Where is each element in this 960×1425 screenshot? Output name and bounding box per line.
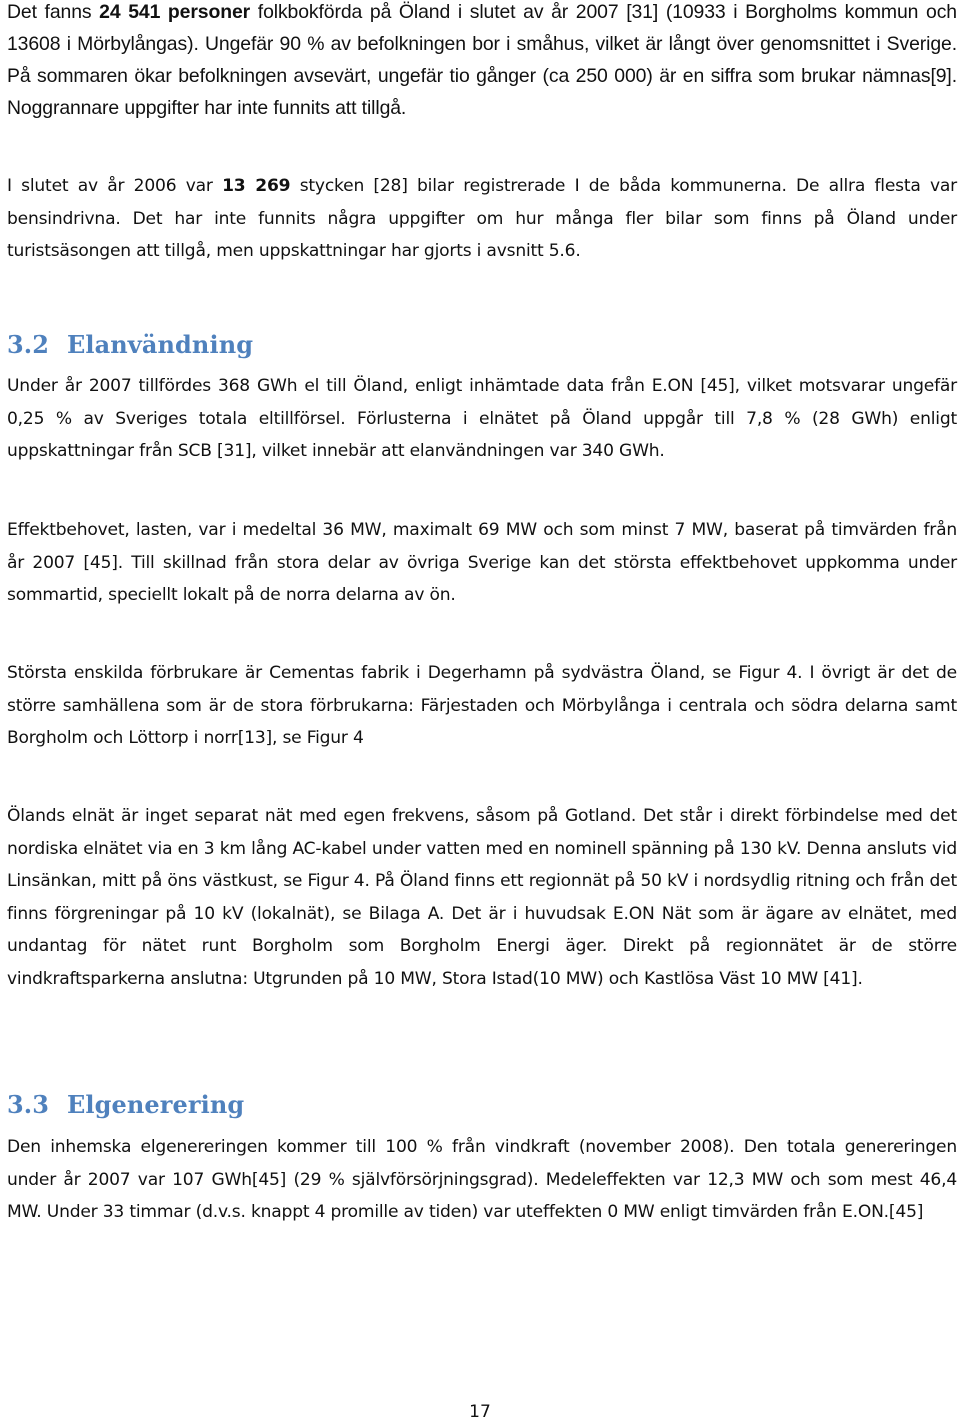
cars-paragraph	[7, 170, 957, 268]
section-title: Elgenerering	[67, 1090, 245, 1119]
text-run: stycken [28] bilar registrerade I de båda kommunerna. De allra flesta var bensindrivna. Det har inte funnits några uppgifter om hur många fler bilar som finns på Öland under turistsäsongen att tillgå, men uppskattningar har gjorts i avsnitt 5.6.	[7, 176, 957, 261]
largest-consumers-paragraph: Största enskilda förbrukare är Cementas fabrik i Degerhamn på sydvästra Öland, se Figur 4. I övrigt är det de större samhällena som är de stora förbrukarna: Färjestaden och Mörbylånga i centrala och södra delarna samt Borgholm och Löttorp i norr[13], se Figur 4	[7, 663, 957, 748]
electricity-use-paragraph: Under år 2007 tillfördes 368 GWh el till Öland, enligt inhämtade data från E.ON [45], vilket motsvarar ungefär 0,25 % av Sveriges totala eltillförsel. Förlusterna i elnätet på Öland uppgår till 7,8 % (28 GWh) enligt uppskattningar från SCB [31], vilket innebär att elanvändningen var 340 GWh.	[7, 376, 957, 461]
section-title: Elanvändning	[67, 330, 254, 359]
page-number: 17	[469, 1402, 491, 1422]
section-heading-3-2	[7, 330, 253, 359]
section-number: 3.3	[7, 1090, 50, 1119]
grid-paragraph: Ölands elnät är inget separat nät med egen frekvens, såsom på Gotland. Det står i direkt förbindelse med det nordiska elnätet via en 3 km lång AC-kabel under vatten med en nominell spänning på 130 kV. Denna ansluts vid Linsänkan, mitt på öns västkust, se Figur 4. På Öland finns ett regionnät på 50 kV i nordsydlig ritning och från det finns förgreningar på 10 kV (lokalnät), se Bilaga A. Det är i huvudsak E.ON Nät som är ägare av elnätet, med undantag för nätet runt Borgholm som Borgholm Energi äger. Direkt på regionnätet är de större vindkraftsparkerna anslutna: Utgrunden på 10 MW, Stora Istad(10 MW) och Kastlösa Väst 10 MW [41].	[7, 806, 957, 989]
bold-population-count: 24 541 personer	[99, 1, 251, 23]
section-heading-3-3	[7, 1090, 244, 1119]
text-run: folkbokförda på Öland i slutet av år 2007 [31] (10933 i Borgholms kommun och 13608 i Mörbylångas). Ungefär 90 % av befolkningen bor i småhus, vilket är långt över genomsnittet i Sverige. På sommaren ökar befolkningen avsevärt, ungefär tio gånger (ca 250 000) är en siffra som brukar nämnas[9]. Noggrannare uppgifter har inte funnits att tillgå.	[7, 1, 957, 119]
section-number: 3.2	[7, 330, 50, 359]
population-paragraph	[7, 0, 957, 124]
generation-paragraph: Den inhemska elgenereringen kommer till 100 % från vindkraft (november 2008). Den totala genereringen under år 2007 var 107 GWh[45] (29 % självförsörjningsgrad). Medeleffekten var 12,3 MW och som mest 46,4 MW. Under 33 timmar (d.v.s. knappt 4 promille av tiden) var uteffekten 0 MW enligt timvärden från E.ON.[45]	[7, 1137, 957, 1222]
text-run: I slutet av år 2006 var	[7, 176, 223, 196]
power-demand-paragraph: Effektbehovet, lasten, var i medeltal 36 MW, maximalt 69 MW och som minst 7 MW, baserat på timvärden från år 2007 [45]. Till skillnad från stora delar av övriga Sverige kan det största effektbehovet uppkomma under sommartid, speciellt lokalt på de norra delarna av ön.	[7, 520, 957, 605]
bold-car-count: 13 269	[222, 176, 291, 196]
text-run: Det fanns	[7, 1, 100, 23]
